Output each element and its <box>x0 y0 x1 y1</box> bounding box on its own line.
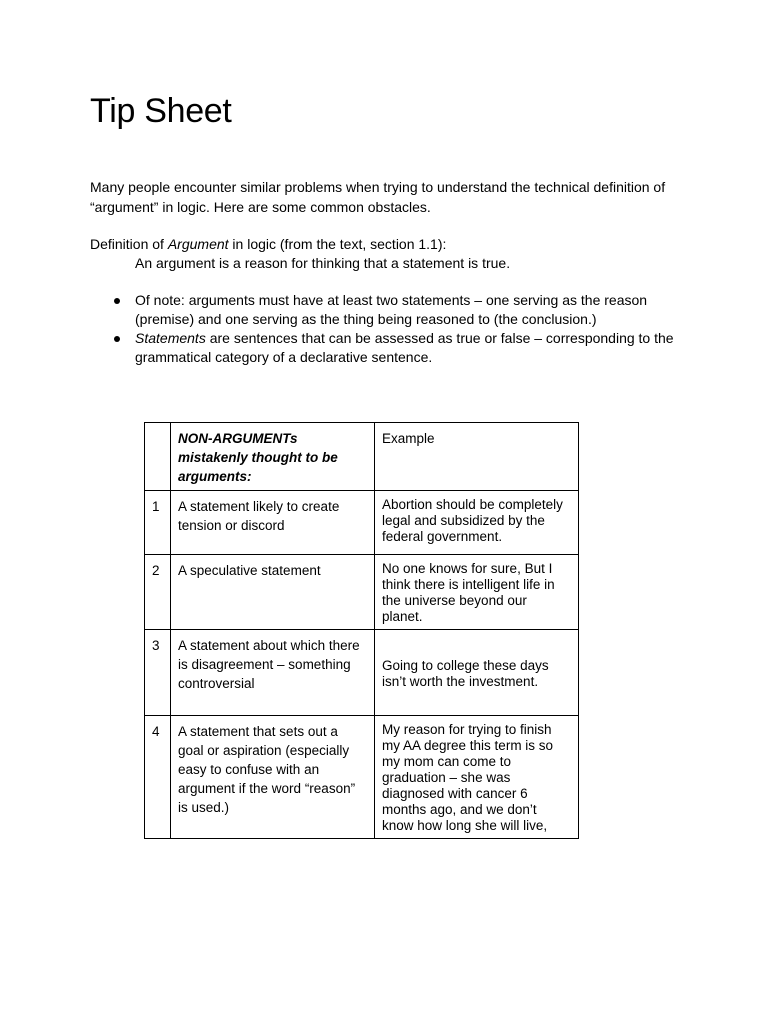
definition-term: Argument <box>167 236 229 252</box>
table-header-row <box>145 423 579 491</box>
table-row <box>145 491 579 555</box>
header-description: NON-ARGUMENTs mistakenly thought to be arguments: <box>178 431 338 484</box>
row-example: Abortion should be completely legal and subsidized by the federal government. <box>375 491 579 555</box>
definition-text: An argument is a reason for thinking that a statement is true. <box>135 255 511 271</box>
row-description: A statement that sets out a goal or aspiration (especially easy to confuse with an argument if the word “reason” is used.) <box>171 716 375 839</box>
table-row <box>145 555 579 630</box>
bullet-item <box>90 329 690 367</box>
table-row <box>145 630 579 716</box>
header-description-cell <box>171 423 375 491</box>
bullet-dot-icon <box>114 298 120 304</box>
definition-prefix: Definition of <box>90 236 168 252</box>
bullet-dot-icon <box>114 336 120 342</box>
row-example: No one knows for sure, But I think there is intelligent life in the universe beyond our planet. <box>375 555 579 630</box>
bullet-item <box>90 291 690 329</box>
intro-paragraph: Many people encounter similar problems when trying to understand the technical definition of “argument” in logic. Here are some common obstacles. <box>90 179 666 215</box>
row-example: My reason for trying to finish my AA degree this term is so my mom can come to graduation – she was diagnosed with cancer 6 months ago, and we don’t know how long she will live, <box>375 716 579 839</box>
non-arguments-table <box>144 422 579 839</box>
row-description: A speculative statement <box>171 555 375 630</box>
definition-heading <box>90 234 446 254</box>
row-description: A statement about which there is disagreement – something controversial <box>171 630 375 716</box>
bullet-text: are sentences that can be assessed as true or false – corresponding to the grammatical category of a declarative sentence. <box>135 330 674 365</box>
row-number: 2 <box>145 555 171 630</box>
row-number: 1 <box>145 491 171 555</box>
row-description: A statement likely to create tension or discord <box>171 491 375 555</box>
header-number-cell <box>145 423 171 491</box>
bullet-text: Of note: arguments must have at least two statements – one serving as the reason (premise) and one serving as the thing being reasoned to (the conclusion.) <box>135 292 648 327</box>
bullet-list <box>90 291 690 367</box>
definition-suffix: in logic (from the text, section 1.1): <box>228 236 447 252</box>
header-example-cell: Example <box>375 423 579 491</box>
page-title: Tip Sheet <box>90 92 232 130</box>
row-number: 4 <box>145 716 171 839</box>
table-row <box>145 716 579 839</box>
row-number: 3 <box>145 630 171 716</box>
bullet-lead: Statements <box>135 330 206 346</box>
row-example: Going to college these days isn’t worth the investment. <box>375 630 579 716</box>
